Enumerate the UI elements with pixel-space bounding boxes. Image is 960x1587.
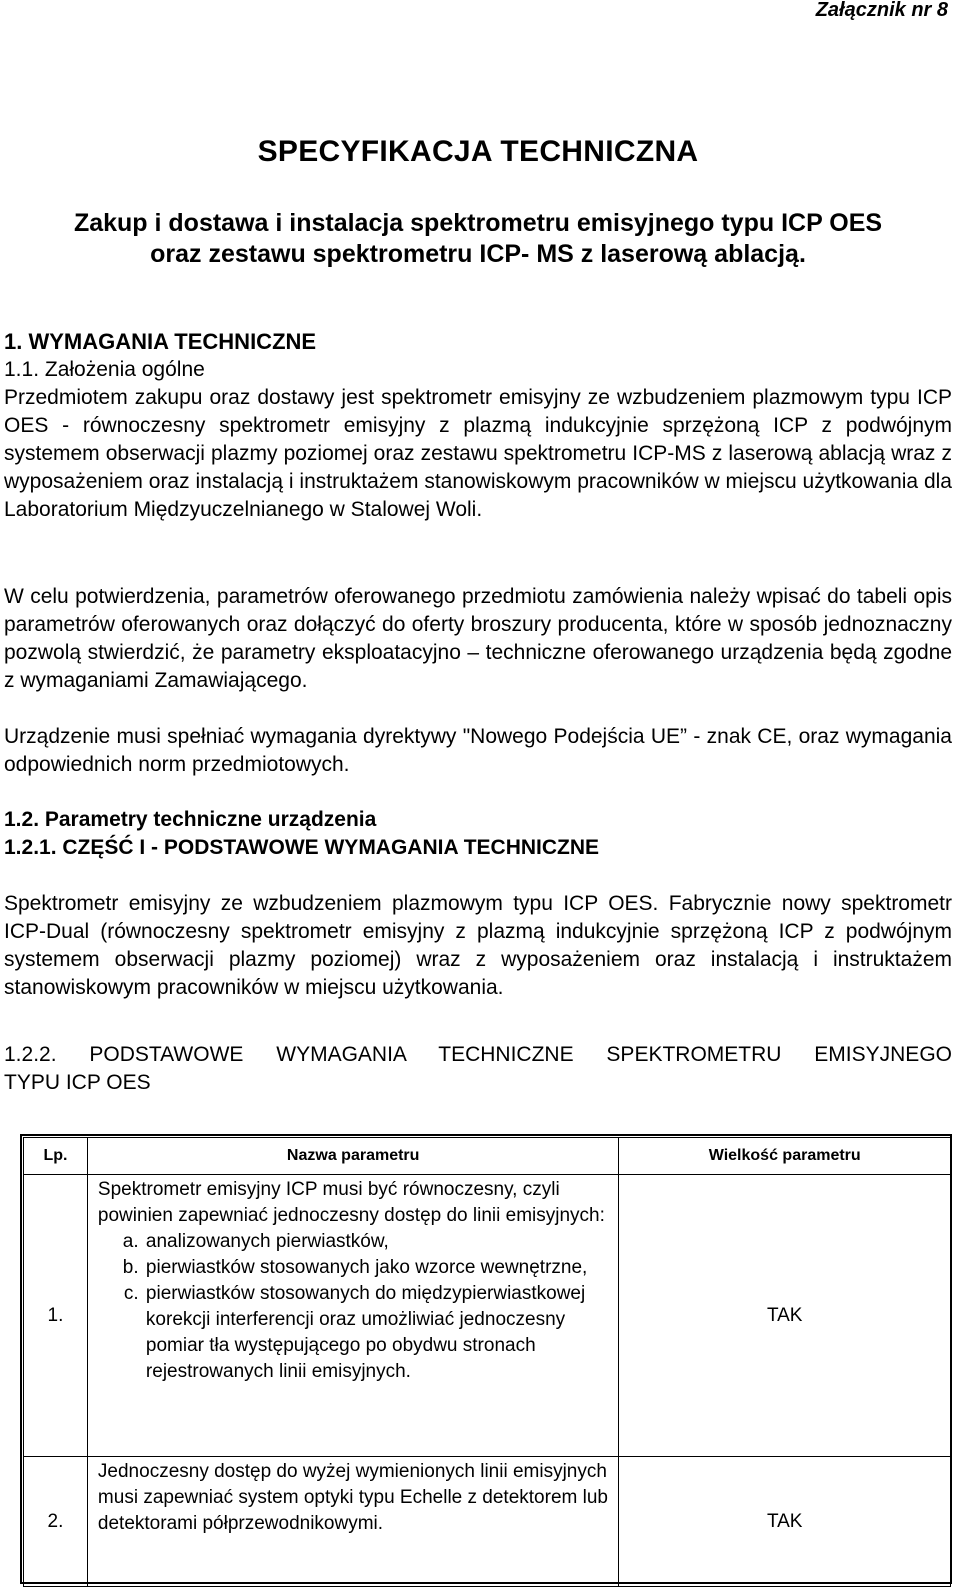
directive-paragraph: Urządzenie musi spełniać wymagania dyrektywy "Nowego Podejścia UE” - znak CE, oraz wymagania odpowiednich norm przedmiotowych.: [4, 725, 952, 776]
column-header-parameter-value: Wielkość parametru: [619, 1138, 951, 1175]
annex-label: Załącznik nr 8: [815, 0, 948, 21]
column-header-parameter-name: Nazwa parametru: [87, 1138, 619, 1175]
list-item: c. pierwiastków stosowanych do międzypierwiastkowej korekcji interferencji oraz umożliwiać jednoczesny pomiar tła występującego po obydwu stronach rejestrowanych linii emisyjnych.: [144, 1281, 613, 1385]
table-heading-line-1: 1.2.2. PODSTAWOWE WYMAGANIA TECHNICZNE SPEKTROMETRU EMISYJNEGO: [4, 1043, 952, 1066]
table-row: [24, 1175, 951, 1457]
list-item: b. pierwiastków stosowanych jako wzorce wewnętrzne,: [144, 1255, 613, 1281]
section-1-1-heading: 1.1. Założenia ogólne: [4, 358, 205, 381]
parameter-name-cell: [87, 1175, 619, 1457]
document-subtitle: [4, 208, 952, 270]
column-header-lp: Lp.: [24, 1138, 88, 1175]
part-1-heading: 1.2.1. CZĘŚĆ I - PODSTAWOWE WYMAGANIA TECHNICZNE: [4, 836, 600, 859]
table-heading-line-2: TYPU ICP OES: [4, 1071, 151, 1094]
spectrometer-paragraph: Spektrometr emisyjny ze wzbudzeniem plazmowym typu ICP OES. Fabrycznie nowy spektrometr ICP-Dual (równoczesny spektrometr emisyjny z plazmą indukcyjnie sprzężoną ICP z podwójnym systemem obserwacji plazmy poziomej) wraz z wyposażeniem oraz instalacją i instruktażem stanowiskowym pracowników w miejscu użytkowania.: [4, 892, 952, 999]
subtitle-line-1: Zakup i dostawa i instalacja spektrometru emisyjnego typu ICP OES: [73, 209, 883, 237]
document-title: SPECYFIKACJA TECHNICZNA: [257, 135, 699, 168]
parameters-table: [23, 1137, 951, 1587]
subtitle-line-2: oraz zestawu spektrometru ICP- MS z laserową ablacją.: [150, 240, 806, 268]
section-1-2-heading: 1.2. Parametry techniczne urządzenia: [4, 808, 377, 831]
list-item: a. analizowanych pierwiastków,: [144, 1229, 613, 1255]
parameter-value-cell: TAK: [619, 1457, 951, 1587]
general-assumptions-paragraph: Przedmiotem zakupu oraz dostawy jest spektrometr emisyjny ze wzbudzeniem plazmowym typu ICP OES - równoczesny spektrometr emisyjny z plazmą indukcyjnie sprzężoną ICP z podwójnym systemem obserwacji plazmy poziomej oraz zestawu spektrometru ICP-MS z laserową ablacją wraz z wyposażeniem oraz instalacją i instruktażem stanowiskowym pracowników w miejscu użytkowania dla Laboratorium Międzyuczelnianego w Stalowej Woli.: [4, 386, 952, 521]
parameter-value-cell: TAK: [619, 1175, 951, 1457]
parameter-sub-list: [98, 1229, 613, 1385]
section-1-heading: 1. WYMAGANIA TECHNICZNE: [4, 329, 317, 354]
confirmation-paragraph: W celu potwierdzenia, parametrów oferowanego przedmiotu zamówienia należy wpisać do tabeli opis parametrów oferowanych oraz dołączyć do oferty broszury producenta, które w sposób jednoznaczny pozwolą stwierdzić, że parametry eksploatacyjno – techniczne oferowanego urządzenia będą zgodne z wymaganiami Zamawiającego.: [4, 585, 952, 692]
table-heading: [4, 1041, 952, 1097]
row-number: 1.: [24, 1175, 88, 1457]
row-number: 2.: [24, 1457, 88, 1587]
table-row: [24, 1457, 951, 1587]
parameter-intro: Spektrometr emisyjny ICP musi być równoczesny, czyli powinien zapewniać jednoczesny dostęp do linii emisyjnych:: [97, 1179, 605, 1226]
section-1: [4, 328, 952, 524]
table-header-row: [24, 1138, 951, 1175]
parameter-name-cell: Jednoczesny dostęp do wyżej wymienionych linii emisyjnych musi zapewniać system optyki typu Echelle z detektorem lub detektorami półprzewodnikowymi.: [87, 1457, 619, 1587]
